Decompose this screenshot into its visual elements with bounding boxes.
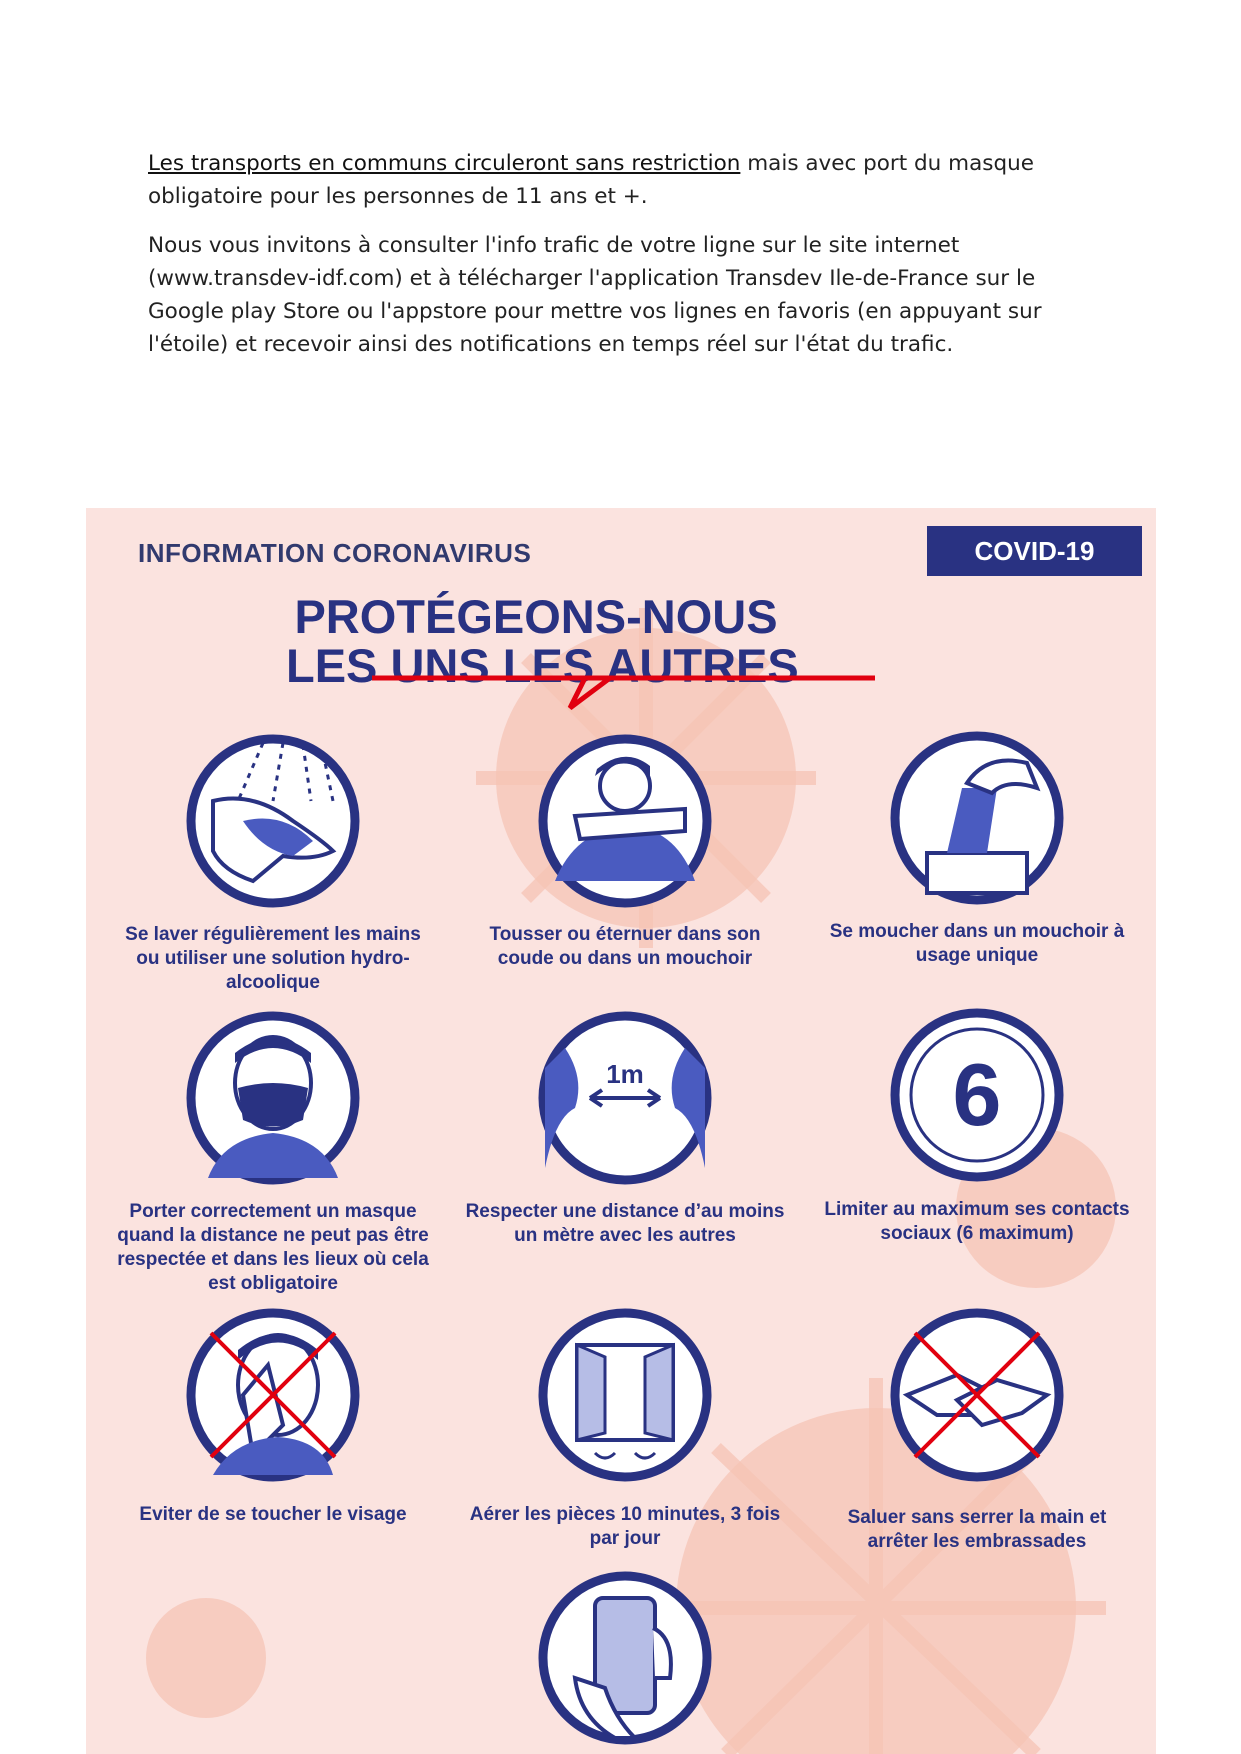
caption-no-handshake: Saluer sans serrer la main et arrêter les embrassades [847, 1507, 1107, 1552]
poster-eyebrow: INFORMATION CORONAVIRUS [138, 538, 532, 568]
caption-no-face-touch: Eviter de se toucher le visage [139, 1504, 407, 1525]
headline-line-2: LES UNS LES AUTRES [286, 639, 799, 692]
sneeze-elbow-icon [535, 731, 715, 911]
no-face-touch-icon [183, 1305, 363, 1485]
caption-distance: Respecter une distance d’au moins un mètre avec les autres [465, 1201, 785, 1246]
caption-face-mask: Porter correctement un masque quand la distance ne peut pas être respectée et dans les lieux où cela est obligatoire [117, 1201, 429, 1294]
distance-label: 1m [606, 1059, 644, 1089]
smartphone-icon [535, 1568, 715, 1748]
caption-hand-washing: Se laver régulièrement les mains ou utiliser une solution hydro-alcoolique [125, 924, 421, 993]
caption-sneeze-elbow: Tousser ou éternuer dans son coude ou dans un mouchoir [489, 924, 761, 969]
paragraph-transport [148, 147, 1088, 213]
covid-badge: COVID-19 [927, 526, 1142, 576]
paragraph-rest: mais avec port du masque obligatoire pour les personnes de 11 ans et +. [148, 151, 1034, 209]
underlined-phrase: Les transports en communs circuleront sans restriction [148, 151, 741, 176]
tissue-icon [887, 728, 1067, 908]
headline-underline-icon [370, 670, 890, 712]
face-mask-icon [183, 1008, 363, 1188]
caption-window-airing: Aérer les pièces 10 minutes, 3 fois par jour [469, 1504, 781, 1549]
hand-washing-icon [183, 731, 363, 911]
caption-tissue: Se moucher dans un mouchoir à usage unique [829, 921, 1125, 966]
six-contacts-icon [887, 1005, 1067, 1185]
six-label: 6 [952, 1045, 1002, 1144]
covid-poster [86, 508, 1156, 1754]
caption-six-contacts: Limiter au maximum ses contacts sociaux (6 maximum) [824, 1199, 1130, 1244]
paragraph-info-trafic: Nous vous invitons à consulter l'info trafic de votre ligne sur le site internet (www.transdev-idf.com) et à télécharger l'application Transdev Ile-de-France sur le Google play Store ou l'appstore pour mettre vos lignes en favoris (en appuyant sur l'étoile) et recevoir ainsi des notifications en temps réel sur l'état du trafic. [148, 233, 1042, 357]
no-handshake-icon [887, 1305, 1067, 1485]
window-airing-icon [535, 1305, 715, 1485]
distance-icon [535, 1008, 715, 1188]
headline-line-1: PROTÉGEONS-NOUS [294, 590, 778, 643]
